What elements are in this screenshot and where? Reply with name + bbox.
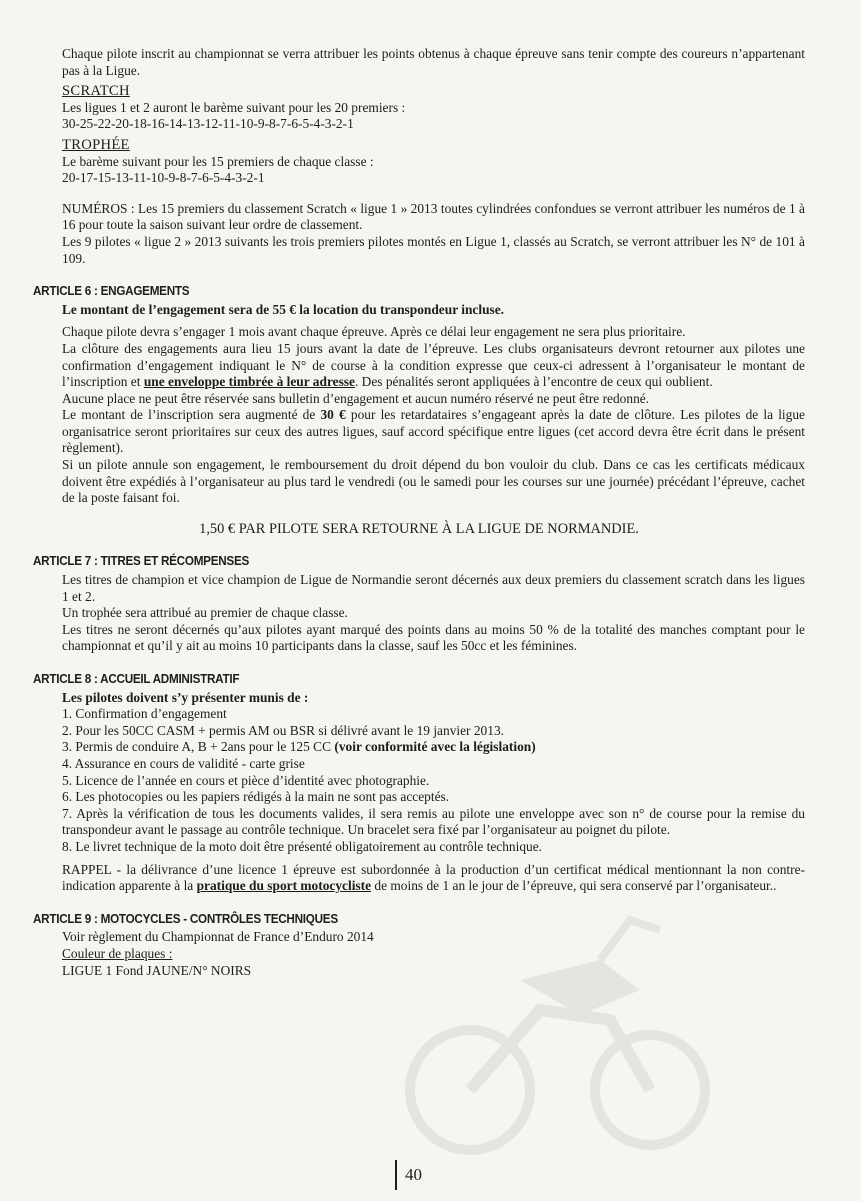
rappel-text: RAPPEL - la délivrance d’une licence 1 épreuve est subordonnée à la production d’un certificat médical mentionnant la non contre-indication apparente à la — [62, 861, 805, 894]
list-item: 4. Assurance en cours de validité - carte grise — [62, 755, 305, 771]
article-6-p4 — [62, 407, 805, 457]
late-fee-amount: 30 € — [320, 407, 346, 423]
rappel-end: de moins de 1 an le jour de l’épreuve, qui sera conservé par l’organisateur.. — [371, 878, 777, 894]
list-item: 7. Après la vérification de tous les documents valides, il sera remis au pilote une enveloppe avec son n° de course pour la remise du transpondeur avant le passage au contrôle technique. Un bracelet sera fixé par l’organisateur au poignet du pilote. — [62, 805, 805, 838]
article-9-body — [33, 929, 805, 979]
plates-heading: Couleur de plaques : — [62, 945, 173, 961]
trophee-scale: 20-17-15-13-11-10-9-8-7-6-5-4-3-2-1 — [62, 170, 265, 186]
list-item: 6. Les photocopies ou les papiers rédigés à la main ne sont pas acceptés. — [62, 789, 450, 805]
ligue-notice: 1,50 € PAR PILOTE SERA RETOURNE À LA LIGUE DE NORMANDIE. — [199, 520, 639, 537]
points-section — [33, 46, 805, 267]
article-9-heading: ARTICLE 9 : MOTOCYCLES - CONTRÔLES TECHNIQUES — [33, 910, 338, 926]
article-7-body — [33, 572, 805, 655]
plates-ligue-1: LIGUE 1 Fond JAUNE/N° NOIRS — [62, 962, 252, 978]
article-6-p2-text: La clôture des engagements aura lieu 15 jours avant la date de l’épreuve. Les clubs organisateurs devront retourner aux pilotes une confirmation d’engagement indiquant le N° de course à la condition expresse que ceux-ci adressent à l’organisateur le montant de l’inscription et — [62, 340, 805, 390]
intro-paragraph: Chaque pilote inscrit au championnat se verra attribuer les points obtenus à chaque épreuve sans tenir compte des coureurs n’appartenant pas à la Ligue. — [62, 46, 805, 78]
numeros-paragraph-2: Les 9 pilotes « ligue 2 » 2013 suivants les trois premiers pilotes montés en Ligue 1, classés au Scratch, se verront attribuer les N° de 101 à 109. — [62, 233, 805, 266]
required-documents-list — [62, 706, 805, 855]
legislation-note: (voir conformité avec la législation) — [334, 739, 536, 755]
trophee-text: Le barème suivant pour les 15 premiers de chaque classe : — [62, 153, 374, 169]
article-6-lead: Le montant de l’engagement sera de 55 € la location du transpondeur incluse. — [62, 301, 505, 317]
numeros-paragraph-1: NUMÉROS : Les 15 premiers du classement Scratch « ligue 1 » 2013 toutes cylindrées confondues se verront attribuer les numéros de 1 à 16 pour toute la saison suivant leur ordre de classement. — [62, 200, 805, 233]
article-6-p4-end: pour les retardataires s’engageant après la date de clôture. Les pilotes de la ligue organisatrice seront prioritaires sur ceux des autres ligues, sauf accord spécifique entre ligues (cet accord devra être écrit dans le présent règlement). — [62, 407, 805, 456]
list-item-text: 3. Permis de conduire A, B + 2ans pour le 125 CC — [62, 739, 335, 755]
article-6-p2 — [62, 341, 805, 391]
article-7-p2: Un trophée sera attribué au premier de chaque classe. — [62, 605, 348, 621]
document-body — [33, 46, 805, 979]
article-6-p4-text: Le montant de l’inscription sera augmenté de — [62, 407, 321, 423]
list-item: 2. Pour les 50CC CASM + permis AM ou BSR si délivré avant le 19 janvier 2013. — [62, 722, 504, 738]
article-6-body — [33, 302, 805, 507]
article-6-p3: Aucune place ne peut être réservée sans bulletin d’engagement et aucun numéro réservé ne peut être redonné. — [62, 390, 650, 406]
article-7-p3: Les titres ne seront décernés qu’aux pilotes ayant marqué des points dans au moins 50 % de la totalité des manches comptant pour le championnat et qu’il y ait au moins 10 participants dans la classe, sauf les 50cc et les féminines. — [62, 621, 805, 654]
article-8-body — [33, 690, 805, 895]
list-item: 8. Le livret technique de la moto doit être présenté obligatoirement au contrôle technique. — [62, 838, 543, 854]
article-6-p2-end: . Des pénalités seront appliquées à l’encontre de ceux qui oublient. — [354, 374, 713, 390]
scratch-scale: 30-25-22-20-18-16-14-13-12-11-10-9-8-7-6-5-4-3-2-1 — [62, 116, 354, 132]
trophee-heading: TROPHÉE — [62, 136, 130, 153]
article-9-p1: Voir règlement du Championnat de France d’Enduro 2014 — [62, 929, 374, 945]
article-7-p1: Les titres de champion et vice champion de Ligue de Normandie seront décernés aux deux premiers du classement scratch dans les ligues 1 et 2. — [62, 572, 805, 604]
list-item: 1. Confirmation d’engagement — [62, 706, 227, 722]
rappel-paragraph — [62, 862, 805, 895]
scratch-text: Les ligues 1 et 2 auront le barème suivant pour les 20 premiers : — [62, 99, 406, 115]
article-6-heading: ARTICLE 6 : ENGAGEMENTS — [33, 283, 190, 299]
stamped-envelope-text: une enveloppe timbrée à leur adresse — [143, 374, 355, 390]
article-6-p5: Si un pilote annule son engagement, le remboursement du droit dépend du bon vouloir du club. Dans ce cas les certificats médicaux doivent être expédiés à l’organisateur au plus tard le vendredi (ou le samedi pour les courses sur une journée) précédant l’épreuve, cachet de la poste faisant foi. — [62, 457, 805, 506]
sport-practice-text: pratique du sport motocycliste — [196, 878, 372, 894]
page-number: 40 — [395, 1160, 465, 1190]
list-item — [62, 739, 805, 756]
scratch-heading: SCRATCH — [62, 83, 130, 100]
article-7-heading: ARTICLE 7 : TITRES ET RÉCOMPENSES — [33, 553, 250, 569]
article-8-lead: Les pilotes doivent s’y présenter munis de : — [62, 689, 309, 705]
article-8-heading: ARTICLE 8 : ACCUEIL ADMINISTRATIF — [33, 671, 240, 686]
list-item: 5. Licence de l’année en cours et pièce d’identité avec photographie. — [62, 772, 430, 788]
article-6-p1: Chaque pilote devra s’engager 1 mois avant chaque épreuve. Après ce délai leur engagement ne sera plus prioritaire. — [62, 324, 686, 340]
